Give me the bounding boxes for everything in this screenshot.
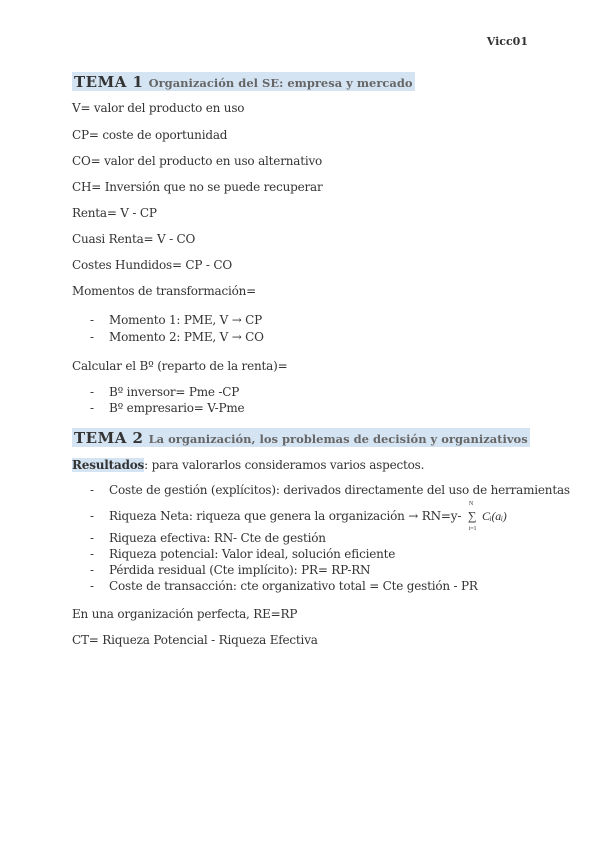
list-item: - Pérdida residual (Cte implícito): PR= RP-RN (90, 563, 371, 577)
calcular-line: Calcular el Bº (reparto de la renta)= (72, 359, 288, 373)
list-item: - Coste de transacción: cte organizativo total = Cte gestión - PR (90, 579, 478, 593)
definition-line: Renta= V - CP (72, 206, 157, 220)
rn-formula: ∑ N i=1 Cᵢ(aᵢ) (467, 501, 507, 532)
definition-line: Cuasi Renta= V - CO (72, 232, 196, 246)
list-item: - Riqueza potencial: Valor ideal, solución eficiente (90, 547, 396, 561)
definition-line: CP= coste de oportunidad (72, 128, 228, 142)
tema1-heading (72, 72, 415, 91)
definition-line: Momentos de transformación= (72, 284, 257, 298)
tema2-title: La organización, los problemas de decisión y organizativos (148, 432, 528, 446)
list-item: - Riqueza efectiva: RN- Cte de gestión (90, 531, 326, 545)
perfecta-line: En una organización perfecta, RE=RP (72, 607, 298, 621)
list-item: - Bº inversor= Pme -CP (90, 385, 240, 399)
tema2-label: TEMA 2 (74, 429, 144, 447)
list-item: - Riqueza Neta: riqueza que genera la organización → RN=y- ∑ N i=1 Cᵢ(aᵢ) (90, 501, 507, 532)
list-item: - Momento 2: PME, V → CO (90, 330, 264, 344)
definition-line: CO= valor del producto en uso alternativo (72, 154, 323, 168)
definition-line: V= valor del producto en uso (72, 101, 245, 115)
list-item: - Bº empresario= V-Pme (90, 401, 245, 415)
definition-line: Costes Hundidos= CP - CO (72, 258, 232, 272)
resultados-line: Resultados: para valorarlos consideramos varios aspectos. (72, 458, 425, 472)
resultados-label: Resultados (72, 458, 145, 472)
author-header: Vicc01 (486, 35, 528, 48)
tema1-title: Organización del SE: empresa y mercado (148, 76, 413, 90)
ct-line: CT= Riqueza Potencial - Riqueza Efectiva (72, 633, 318, 647)
list-item: - Coste de gestión (explícitos): derivados directamente del uso de herramientas (90, 483, 570, 497)
list-item: - Momento 1: PME, V → CP (90, 313, 263, 327)
definition-line: CH= Inversión que no se puede recuperar (72, 180, 323, 194)
tema2-heading (72, 428, 530, 447)
tema1-label: TEMA 1 (74, 73, 144, 91)
